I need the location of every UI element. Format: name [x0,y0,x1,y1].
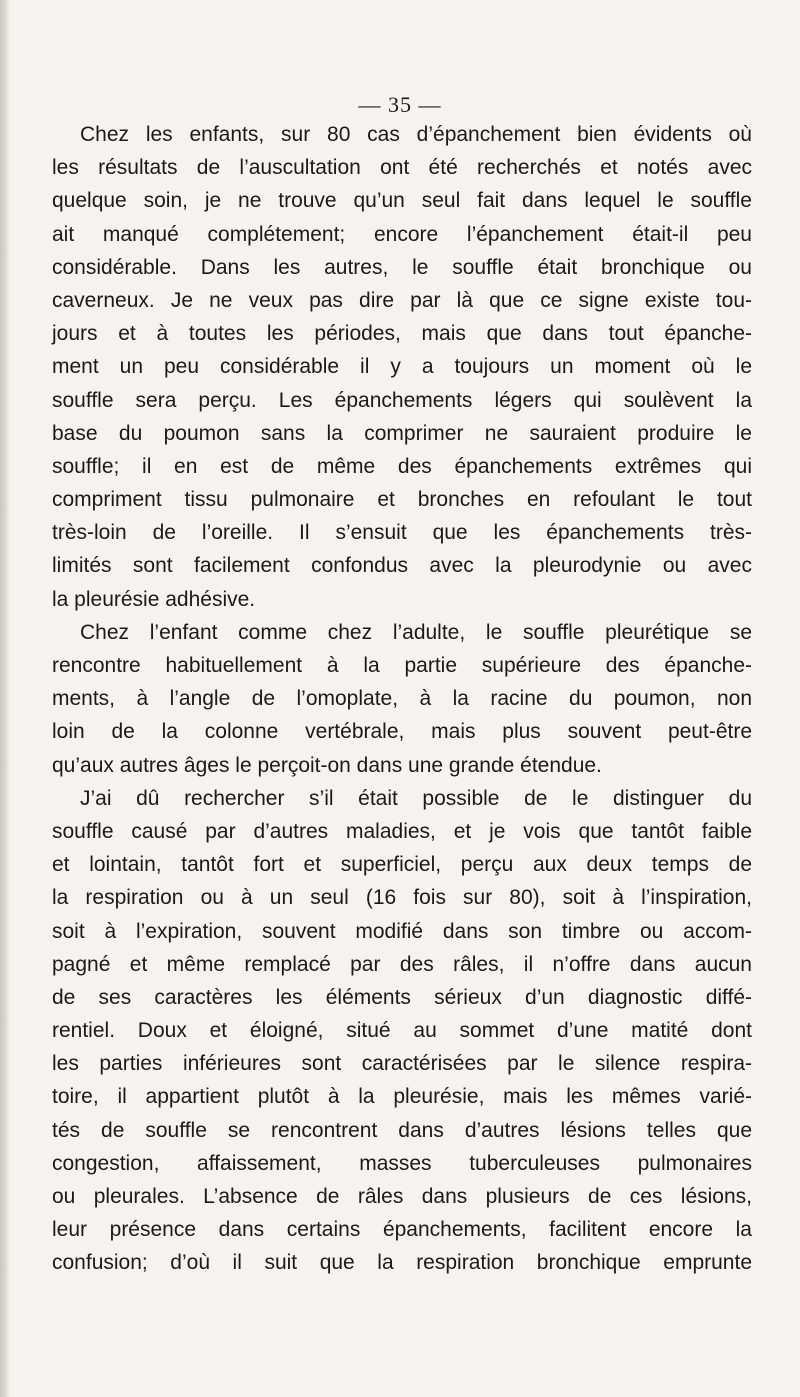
text-line: ments, à l’angle de l’omoplate, à la racine du poumon, non [52,687,752,711]
body-text [52,118,752,1280]
text-line: souffle sera perçu. Les épanchements légers qui soulèvent la [52,388,752,412]
text-line: toire, il appartient plutôt à la pleurésie, mais les mêmes varié- [52,1085,752,1109]
text-line: base du poumon sans la comprimer ne sauraient produire le [52,421,752,445]
text-line: et lointain, tantôt fort et superficiel, perçu aux deux temps de [52,853,752,877]
text-line: les parties inférieures sont caractérisées par le silence respira- [52,1052,752,1076]
text-line: rentiel. Doux et éloigné, situé au sommet d’une matité dont [52,1019,752,1043]
text-line: de ses caractères les éléments sérieux d’un diagnostic diffé- [52,985,752,1009]
page-binding-edge [0,0,10,1397]
text-line: considérable. Dans les autres, le souffle était bronchique ou [52,255,752,279]
text-line: quelque soin, je ne trouve qu’un seul fait dans lequel le souffle [52,189,752,213]
text-line: J’ai dû rechercher s’il était possible de le distinguer du [80,786,752,810]
text-line: souffle causé par d’autres maladies, et je vois que tantôt faible [52,819,752,843]
text-line: loin de la colonne vertébrale, mais plus souvent peut-être [52,720,752,744]
text-line: limités sont facilement confondus avec la pleurodynie ou avec [52,554,752,578]
text-line: très-loin de l’oreille. Il s’ensuit que les épanchements très- [52,521,752,545]
text-line: ou pleurales. L’absence de râles dans plusieurs de ces lésions, [52,1185,752,1208]
text-line: soit à l’expiration, souvent modifié dans son timbre ou accom- [52,919,752,943]
text-line: rencontre habituellement à la partie supérieure des épanche- [52,654,752,677]
text-line: congestion, affaissement, masses tuberculeuses pulmonaires [52,1151,752,1175]
text-line: caverneux. Je ne veux pas dire par là que ce signe existe tou- [52,288,752,312]
text-line: ait manqué complétement; encore l’épanchement était-il peu [52,222,752,246]
text-line: souffle; il en est de même des épanchements extrêmes qui [52,454,752,478]
page-number: — 35 — [358,92,442,117]
text-line: confusion; d’où il suit que la respiration bronchique emprunte [52,1251,752,1275]
text-line: qu’aux autres âges le perçoit-on dans une grande étendue. [52,753,602,777]
text-line: les résultats de l’auscultation ont été recherchés et notés avec [52,156,752,180]
text-line: compriment tissu pulmonaire et bronches en refoulant le tout [52,488,752,512]
text-line: la respiration ou à un seul (16 fois sur 80), soit à l’inspiration, [52,886,752,910]
text-line: Chez les enfants, sur 80 cas d’épanchement bien évidents où [80,123,752,146]
text-line: ment un peu considérable il y a toujours un moment où le [52,355,752,379]
text-line: Chez l’enfant comme chez l’adulte, le souffle pleurétique se [80,620,752,644]
text-line: jours et à toutes les périodes, mais que dans tout épanche- [52,322,752,346]
text-line: tés de souffle se rencontrent dans d’autres lésions telles que [52,1118,752,1142]
text-line: leur présence dans certains épanchements, facilitent encore la [52,1218,752,1242]
text-line: pagné et même remplacé par des râles, il n’offre dans aucun [52,952,752,976]
text-line: la pleurésie adhésive. [52,587,256,611]
